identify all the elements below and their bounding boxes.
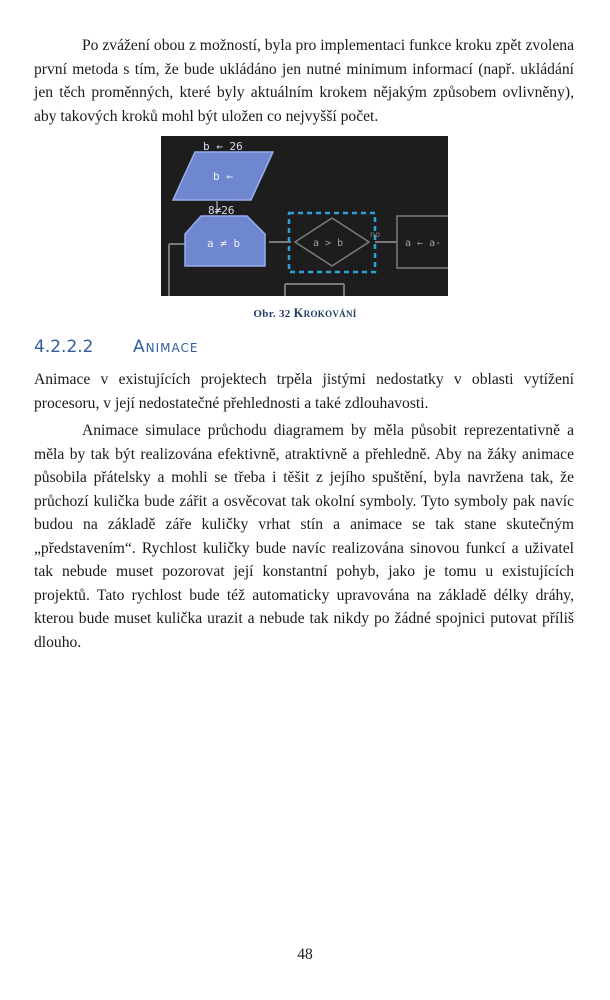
paragraph-undo-method: Po zvážení obou z možností, byla pro implementaci funkce kroku zpět zvolena první metoda s tím, že bude ukládáno jen nutné minimum informací (např. ukládání jen těch proměnných, které byly aktuálním krokem nějakým způsobem ovlivněny), aby takových kroků mohl být uložen co nejvyšší počet. bbox=[34, 37, 574, 125]
label-mid: 8≠26 bbox=[208, 204, 235, 217]
parallelogram-label: b ← bbox=[213, 170, 233, 183]
caption-title: Krokování bbox=[293, 306, 357, 320]
flowchart-screenshot bbox=[161, 136, 448, 296]
figure-krokovani bbox=[161, 136, 448, 296]
paragraph-animation-issues: Animace v existujících projektech trpěla jistými nedostatky v oblasti vytížení procesoru, v její nedostatečné přehlednosti a také zdlouhavosti. bbox=[34, 371, 574, 412]
figure-caption bbox=[0, 306, 610, 321]
hexagon-label: a ≠ b bbox=[207, 237, 241, 250]
branch-label: no bbox=[370, 230, 380, 239]
section-number: 4.2.2.2 bbox=[34, 337, 94, 357]
section-title: Animace bbox=[133, 337, 199, 357]
paragraph-animation-design: Animace simulace průchodu diagramem by měla působit reprezentativně a měla by tak být realizována efektivně, atraktivně a přehledně. Aby na žáky animace působila přátelsky a mohli se třeba i těšit z jejího spuštění, byla navržena tak, že průchozí kulička bude zářit a osvěcovat tak okolní symboly. Tyto symboly pak navíc budou na základě záře kuličky vrhat stín a animace se tak stane skutečným „představením“. Rychlost kuličky bude navíc realizována sinovou funkcí a uživatel tak nebude muset pozorovat její konstantní pohyb, jako je tomu u existujících projektů. Tato rychlost bude též automaticky upravována na základě délky dráhy, kterou bude muset kulička urazit a nebude tak nikdy po žádné spojnici putovat příliš dlouho. bbox=[34, 422, 574, 651]
label-top: b ← 26 bbox=[203, 140, 243, 153]
process-box-label: a ← a- bbox=[405, 238, 442, 249]
caption-prefix: Obr. 32 bbox=[253, 308, 291, 320]
diamond-label: a > b bbox=[313, 238, 344, 249]
page-number: 48 bbox=[297, 946, 313, 963]
